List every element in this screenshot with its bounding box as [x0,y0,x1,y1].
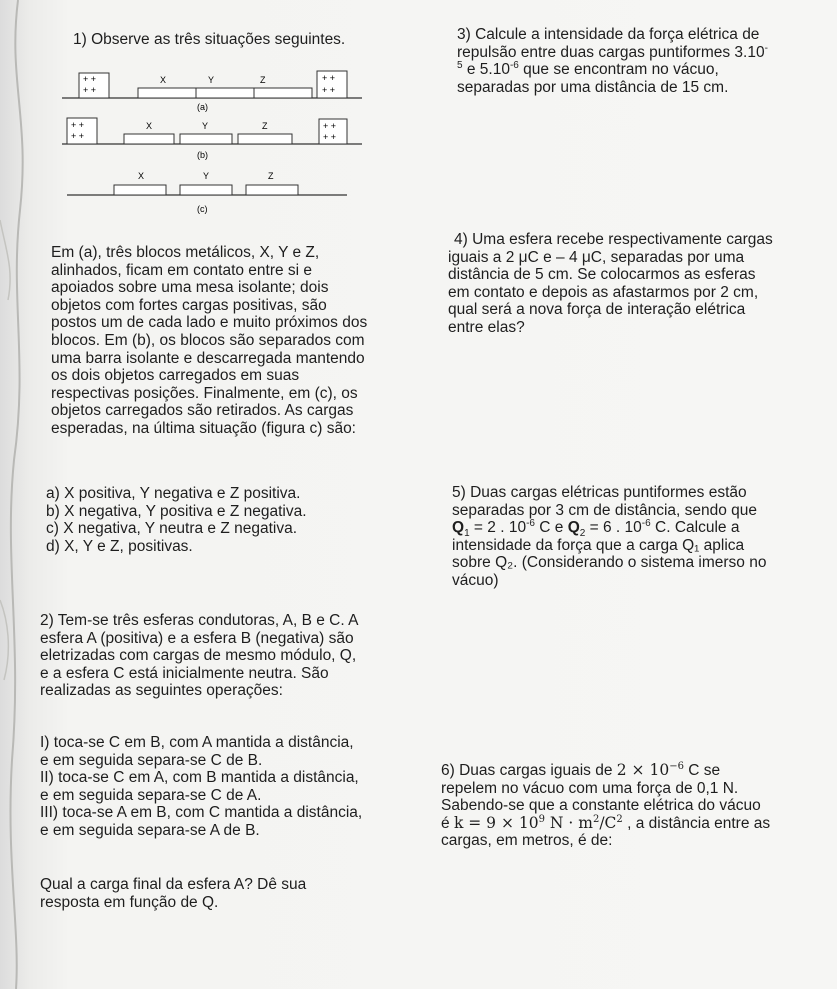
figure-b-caption: (b) [197,150,208,160]
block-z-a [254,88,312,98]
figure-a [62,71,362,112]
q6-k-math: k = 9 × 10 [453,813,539,832]
q3-line2-text: repulsão entre duas cargas puntiformes 3.10 [457,43,765,61]
q5-q2-sub: 2 [579,528,586,540]
q2-line: e a esfera C está inicialmente neutra. São [40,664,329,682]
q1-line: uma barra isolante e descarregada mantendo [51,349,365,367]
q2-body [40,612,420,700]
charges-label: + + [322,73,336,83]
q4-line: 4) Uma esfera recebe respectivamente cargas [454,231,773,248]
q1-body [51,244,411,438]
q1-line: respectivas posições. Finalmente, em (c), os [51,384,358,402]
q2-step-line: e em seguida separa-se C de A. [40,786,262,804]
q5-calc: C. Calcule a [650,519,740,537]
q5-body [452,484,827,590]
figure-c [67,171,347,214]
q1-line: postos um de cada lado e muito próximos dos [51,314,368,332]
q6-charge-math: 2 × 10 [616,761,670,779]
q1-options [46,485,406,555]
block-y-label: Y [203,171,210,181]
q5-line: 5) Duas cargas elétricas puntiformes estão [452,484,747,501]
q6-k-unit2-exp: 2 [616,813,623,825]
q6-k-unit: N · m [544,813,593,832]
q4-line: entre elas? [448,318,525,336]
q2-step-line: e em seguida separa-se C de B. [40,751,263,769]
block-z-label: Z [268,171,274,181]
q5-line: separadas por 3 cm de distância, sendo que [452,501,758,519]
block-y-c [180,185,232,195]
charges-label: + + [323,121,337,131]
q2-question [40,876,420,911]
q4-line: qual será a nova força de interação elétrica [448,301,746,319]
q2-step-line: II) toca-se C em A, com B mantida a distância, [40,769,359,787]
q1-line: objetos carregados são retirados. As cargas [51,402,354,420]
charges-label: + + [71,120,85,130]
block-z-b [238,134,292,144]
block-x-c [114,185,166,195]
q1-line: alinhados, ficam em contato entre si e [51,261,313,279]
block-y-label: Y [202,121,209,131]
q6-charge-exp: −6 [669,761,684,772]
block-x-label: X [138,171,145,181]
q3-body [457,26,827,96]
charges-label: + + [83,74,97,84]
q6-body [441,762,831,850]
charges-label: + + [322,85,336,95]
block-y-label: Y [208,75,215,85]
q2-question-line: resposta em função de Q. [40,893,219,911]
figure-a-caption: (a) [197,102,208,112]
charges-label: + + [83,85,97,95]
q6-line [441,815,831,833]
q6-k-exp: 9 [538,813,545,825]
option-c: c) X negativa, Y neutra e Z negativa. [46,520,298,538]
q2-line: eletrizadas com cargas de mesmo módulo, Q, [40,647,357,665]
block-x-label: X [160,75,167,85]
q6-k-unit-exp: 2 [592,813,600,825]
block-x-a [138,88,196,98]
q4-line: iguais a 2 μC e – 4 μC, separadas por uma [448,248,745,266]
charges-label: + + [71,131,85,141]
q1-line: Em (a), três blocos metálicos, X, Y e Z, [51,244,320,261]
block-z-label: Z [260,75,266,85]
figure-b [62,118,362,160]
q3-line [457,61,827,79]
q1-title: 1) Observe as três situações seguintes. [73,31,346,48]
q2-step-line: I) toca-se C em B, com A mantida a distância, [40,734,354,751]
block-z-c [246,185,298,195]
q6-line: repelem no vácuo com uma força de 0,1 N. [441,779,739,797]
q2-step-line: III) toca-se A em B, com C mantida a distância, [40,804,363,822]
q6-line4-text: é [441,814,454,832]
q5-line: sobre Q₂. (Considerando o sistema imerso no [452,554,767,572]
block-x-b [124,134,174,144]
q5-q2-symbol: Q [567,519,580,537]
q1-line: objetos com fortes cargas positivas, são [51,296,327,314]
q2-line: realizadas as seguintes operações: [40,682,283,700]
q5-line: intensidade da força que a carga Q₁ aplica [452,536,745,554]
q1-title-block [73,31,345,49]
q5-q1-sub: 1 [464,528,470,540]
q5-line: vácuo) [452,571,499,589]
q3-line: 3) Calcule a intensidade da força elétrica de [457,26,760,43]
q3-line3-text: e 5.10 [462,61,510,79]
q2-line: esfera A (positiva) e a esfera B (negativa) são [40,629,354,647]
q5-q1-exp: -6 [526,518,535,530]
q5-line [452,518,827,540]
page-curl-shadow [0,0,40,989]
q3-line3-sup2: -6 [509,60,519,72]
option-b: b) X negativa, Y positiva e Z negativa. [46,502,307,520]
q4-line: em contato e depois as afastarmos por 2 cm, [448,283,759,301]
q2-steps [40,734,420,840]
q4-line: distância de 5 cm. Se colocarmos as esferas [448,266,756,284]
figure-c-caption: (c) [197,204,208,214]
q6-line1-text: 6) Duas cargas iguais de [441,762,617,779]
q5-q1-value: = 2 . 10 [469,519,527,537]
q5-and: C e [534,519,568,537]
q1-line: os dois objetos carregados em suas [51,367,300,385]
q3-line3-sup: 5 [457,60,463,72]
q6-line4-end: , a distância entre as [622,814,771,832]
q2-question-line: Qual a carga final da esfera A? Dê sua [40,876,307,893]
block-y-a [196,88,254,98]
q1-line: apoiados sobre uma mesa isolante; dois [51,279,329,297]
option-a: a) X positiva, Y negativa e Z positiva. [46,485,301,502]
q5-q1-symbol: Q [452,519,465,537]
q1-figure [62,62,362,222]
block-y-b [180,134,232,144]
q2-step-line: e em seguida separa-se A de B. [40,821,260,839]
q6-line [441,762,831,780]
q2-line: 2) Tem-se três esferas condutoras, A, B e C. A [40,612,359,629]
q3-line: separadas por uma distância de 15 cm. [457,78,729,96]
option-d: d) X, Y e Z, positivas. [46,537,193,555]
q6-line1-end: C se [683,762,721,779]
q3-line [457,44,827,62]
q6-k-unit2: /C [599,813,617,832]
charges-label: + + [323,132,337,142]
q3-line2-sup: - [764,42,768,54]
q5-q2-value: = 6 . 10 [585,519,642,537]
block-x-label: X [146,121,153,131]
q6-line: Sabendo-se que a constante elétrica do vácuo [441,797,761,815]
block-z-label: Z [262,121,268,131]
q4-body [448,231,829,337]
q1-line: esperadas, na última situação (figura c) são: [51,419,356,437]
q6-line: cargas, em metros, é de: [441,832,613,850]
q5-q2-exp: -6 [641,518,651,530]
q1-line: blocos. Em (b), os blocos são separados com [51,331,365,349]
q3-line3-end: que se encontram no vácuo, [518,61,719,79]
